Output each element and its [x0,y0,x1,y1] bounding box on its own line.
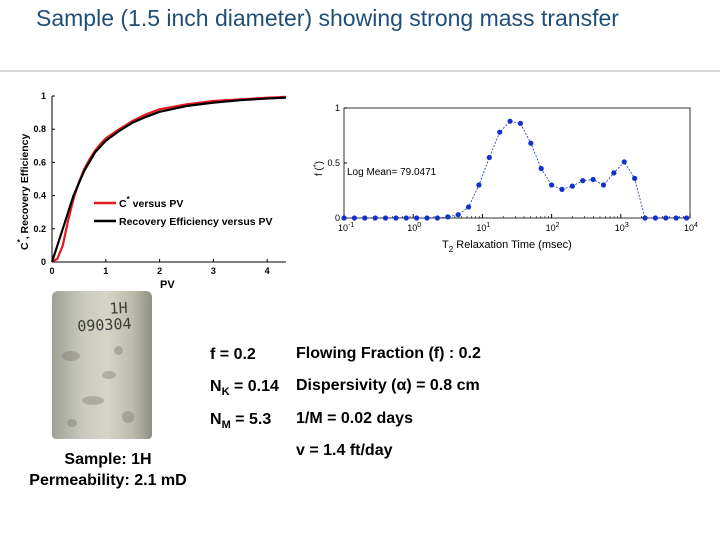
t2-data-point [663,215,668,220]
sample-info [0,449,216,491]
param-nk-rest: = 0.14 [229,378,279,395]
recovery-chart-axes [33,91,286,276]
t2-xlabel-main: T [442,239,449,251]
core-handwritten-label [63,299,145,335]
recovery-chart-y-tick-label: 0.4 [33,190,46,201]
t2-data-point [549,182,554,187]
t2-data-point [466,204,471,209]
recovery-chart-ylabel [16,133,31,250]
recovery-chart-xlabel: PV [160,279,175,291]
t2-chart-frame [344,108,690,218]
t2-distribution-chart [310,96,698,266]
t2-data-point [476,182,481,187]
t2-data-point [591,177,596,182]
recovery-chart-y-tick-label: 0.8 [33,124,46,135]
t2-data-point [632,176,637,181]
recovery-chart-y-tick-label: 0.2 [33,223,46,234]
t2-chart-x-tick-label [546,222,560,233]
t2-chart-y-tick-label: 1 [334,103,340,113]
t2-data-point [373,215,378,220]
t2-data-point [580,178,585,183]
t2-data-point [341,215,346,220]
recovery-chart-y-tick-label: 0 [40,257,46,267]
legend-cstar-rest: versus PV [129,198,184,210]
t2-chart-x-tick-label [684,222,698,233]
t2-tick-exponent: 1 [486,222,491,229]
t2-data-point [352,215,357,220]
recovery-chart-legend [94,195,273,228]
t2-chart-x-tick-label [407,222,421,233]
t2-data-point [414,215,419,220]
t2-chart-y-tick-label: 0 [334,213,340,223]
t2-data-point [393,215,398,220]
t2-tick-base: 10 [338,223,349,233]
recovery-chart [0,86,300,291]
t2-chart-ylabel [313,161,325,176]
t2-data-point [404,215,409,220]
t2-data-point [622,159,627,164]
t2-data-point [528,141,533,146]
t2-tick-exponent: 0 [417,222,422,229]
recovery-chart-y-tick-label: 0.6 [33,157,46,168]
recovery-chart-x-tick-label: 0 [49,266,55,276]
param-nm-rest: = 5.3 [230,411,272,428]
param-nk-sub: K [221,386,230,399]
t2-xlabel-rest: Relaxation Time (msec) [453,239,572,251]
param-nk-main: N [210,378,222,395]
t2-data-point [539,166,544,171]
t2-chart-x-tick-label [615,222,629,233]
t2-tick-base: 10 [407,223,418,233]
t2-ylabel-sup: * [313,164,320,168]
param-nm [210,411,271,431]
t2-chart-x-tick-label [476,222,490,233]
t2-tick-base: 10 [684,223,695,233]
legend-cstar-sup: * [126,195,130,204]
param-f: f = 0.2 [210,346,256,363]
param-inverse-m: 1/M = 0.02 days [296,410,413,427]
recovery-chart-y-tick-label: 1 [40,91,46,101]
param-flowing-fraction: Flowing Fraction (f) : 0.2 [296,345,481,362]
param-nm-main: N [210,411,222,428]
legend-label-cstar [119,195,183,210]
ylabel-sup: * [16,239,25,243]
ylabel-main: C [19,242,31,250]
t2-data-point [601,182,606,187]
recovery-chart-series [52,97,286,262]
core-texture [62,351,80,361]
recovery-chart-x-tick-label: 2 [157,266,163,276]
t2-chart-xlabel [442,239,572,254]
t2-data-point [653,215,658,220]
t2-data-point [684,215,689,220]
t2-data-point [362,215,367,220]
t2-data-point [570,184,575,189]
t2-data-point [435,215,440,220]
t2-data-point [611,170,616,175]
recovery-chart-x-tick-label: 3 [210,266,216,276]
t2-data-point [445,214,450,219]
sample-name: Sample: 1H [64,451,152,468]
t2-chart-y-tick-label: 0.5 [327,158,340,168]
legend-cstar-main: C [119,198,127,210]
param-velocity: v = 1.4 ft/day [296,442,393,459]
core-texture [114,346,123,355]
param-dispersivity: Dispersivity (α) = 0.8 cm [296,377,480,394]
t2-data-point [456,212,461,217]
t2-ylabel-main: f ( [314,167,325,176]
t2-data-point [518,121,523,126]
recovery-chart-x-tick-label: 4 [264,266,270,276]
core-sample-photo [52,291,152,439]
param-nk [210,378,279,398]
core-texture [102,371,116,379]
core-label-line2: 090304 [76,314,132,336]
t2-data-point [383,215,388,220]
t2-tick-base: 10 [476,223,487,233]
t2-tick-exponent: 4 [694,222,698,229]
t2-ylabel-rest: ) [314,161,325,165]
t2-data-point [642,215,647,220]
t2-xlabel-sub: 2 [448,245,454,254]
t2-data-point [507,119,512,124]
legend-label-recovery: Recovery Efficiency versus PV [119,216,273,228]
recovery-chart-x-tick-label: 1 [103,266,109,276]
t2-chart-annotation: Log Mean= 79.0471 [347,167,437,178]
t2-tick-exponent: -1 [348,222,355,229]
t2-data-point [497,130,502,135]
t2-tick-exponent: 3 [624,222,629,229]
slide-title: Sample (1.5 inch diameter) showing strong mass transfer [36,5,619,31]
t2-tick-base: 10 [614,223,625,233]
t2-tick-base: 10 [545,223,556,233]
t2-tick-exponent: 2 [555,222,560,229]
ylabel-rest: , Recovery Efficiency [19,133,31,240]
core-label-line1: 1H [109,298,129,318]
core-texture [82,396,104,405]
param-nm-sub: M [221,419,231,432]
t2-data-point [559,187,564,192]
core-texture [67,419,77,427]
recovery-efficiency-series-line [52,98,286,262]
t2-data-point [487,155,492,160]
cstar-series-line [52,97,286,262]
title-divider [0,70,720,72]
t2-data-point [674,215,679,220]
sample-permeability: Permeability: 2.1 mD [29,472,187,489]
t2-chart-x-tick-label [338,222,354,233]
t2-data-point [424,215,429,220]
core-texture [122,411,134,423]
